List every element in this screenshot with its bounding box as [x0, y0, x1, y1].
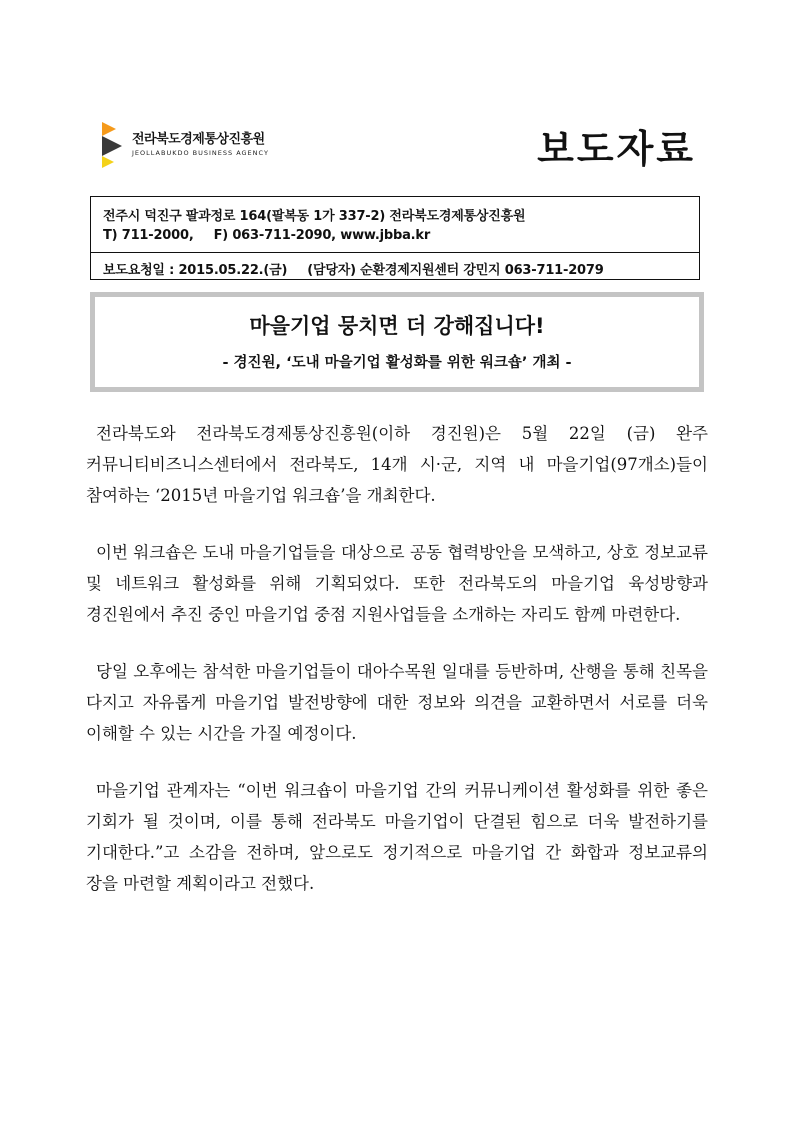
contact-person: (담당자) 순환경제지원센터 강민지 063-711-2079: [307, 263, 604, 278]
contact-divider: [91, 252, 699, 253]
agency-logo-icon: [100, 120, 124, 168]
article-body: [86, 418, 708, 925]
headline-box: [90, 292, 704, 392]
agency-name: 전라북도경제통상진흥원: [132, 132, 265, 147]
website-link[interactable]: www.jbba.kr: [340, 228, 431, 243]
phone-fax-line: [103, 228, 430, 243]
agency-name-english: JEOLLABUKDO BUSINESS AGENCY: [132, 149, 269, 157]
phone-number: T) 711-2000,: [103, 228, 194, 243]
document-type-title: 보도자료: [537, 127, 696, 171]
body-paragraph: 전라북도와 전라북도경제통상진흥원(이하 경진원)은 5월 22일 (금) 완주 커뮤니티비즈니스센터에서 전라북도, 14개 시·군, 지역 내 마을기업(97개소)들이 참여하는 ‘2015년 마을기업 워크숍’을 개최한다.: [86, 424, 708, 505]
agency-logo: [100, 120, 290, 172]
contact-info-box: [90, 196, 700, 280]
address-line: 전주시 덕진구 팔과정로 164(팔복동 1가 337-2) 전라북도경제통상진흥원: [103, 209, 526, 224]
body-paragraph: 당일 오후에는 참석한 마을기업들이 대아수목원 일대를 등반하며, 산행을 통해 친목을 다지고 자유롭게 마을기업 발전방향에 대한 정보와 의견을 교환하면서 서로를 더욱 이해할 수 있는 시간을 가질 예정이다.: [86, 662, 708, 743]
request-date: 보도요청일 : 2015.05.22.(금): [103, 263, 288, 278]
request-info-line: [103, 259, 604, 278]
fax-number: F) 063-711-2090,: [213, 228, 336, 243]
body-paragraph: 이번 워크숍은 도내 마을기업들을 대상으로 공동 협력방안을 모색하고, 상호 정보교류 및 네트워크 활성화를 위해 기획되었다. 또한 전라북도의 마을기업 육성방향과 경진원에서 추진 중인 마을기업 중점 지원사업들을 소개하는 자리도 함께 마련한다.: [86, 543, 708, 624]
headline-subtitle: - 경진원, ‘도내 마을기업 활성화를 위한 워크숍’ 개최 -: [222, 355, 572, 371]
body-paragraph: 마을기업 관계자는 “이번 워크숍이 마을기업 간의 커뮤니케이션 활성화를 위한 좋은 기회가 될 것이며, 이를 통해 전라북도 마을기업이 단결된 힘으로 더욱 발전하기를 기대한다.”고 소감을 전하며, 앞으로도 정기적으로 마을기업 간 화합과 정보교류의 장을 마련할 계획이라고 전했다.: [86, 781, 708, 893]
headline-title: 마을기업 뭉치면 더 강해집니다!: [249, 314, 545, 338]
